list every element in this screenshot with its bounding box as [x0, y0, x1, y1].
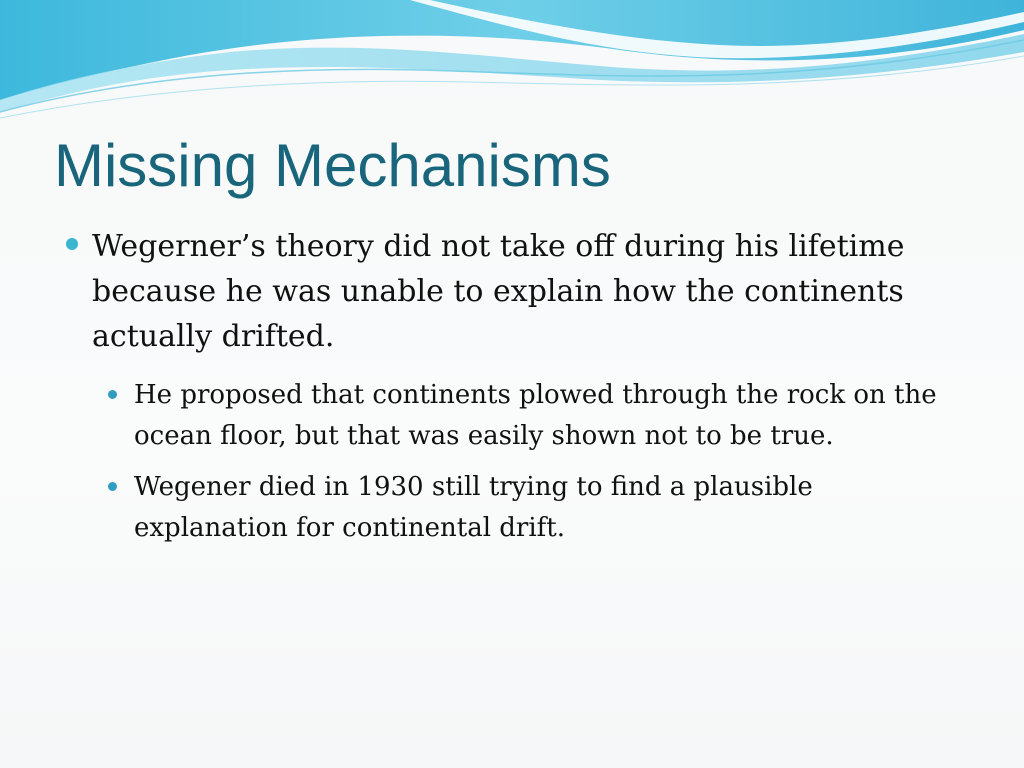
bullet-dot-icon — [66, 238, 78, 250]
sub-bullet-text: Wegener died in 1930 still trying to find a plausible explanation for continental drift. — [134, 472, 813, 543]
sub-bullet-list — [62, 375, 962, 549]
sub-bullet-dot-icon — [108, 482, 117, 491]
sub-bullet-item — [104, 467, 962, 549]
wave-decoration — [0, 0, 1024, 130]
bullet-item — [62, 224, 962, 359]
bullet-text: Wegerner’s theory did not take off during his lifetime because he was unable to explain how the continents actually drifted. — [92, 229, 905, 354]
sub-bullet-item — [104, 375, 962, 457]
sub-bullet-text: He proposed that continents plowed through the rock on the ocean floor, but that was easily shown not to be true. — [134, 380, 937, 451]
slide-content — [62, 224, 962, 559]
sub-bullet-dot-icon — [108, 390, 117, 399]
slide-title: Missing Mechanisms — [54, 132, 611, 199]
